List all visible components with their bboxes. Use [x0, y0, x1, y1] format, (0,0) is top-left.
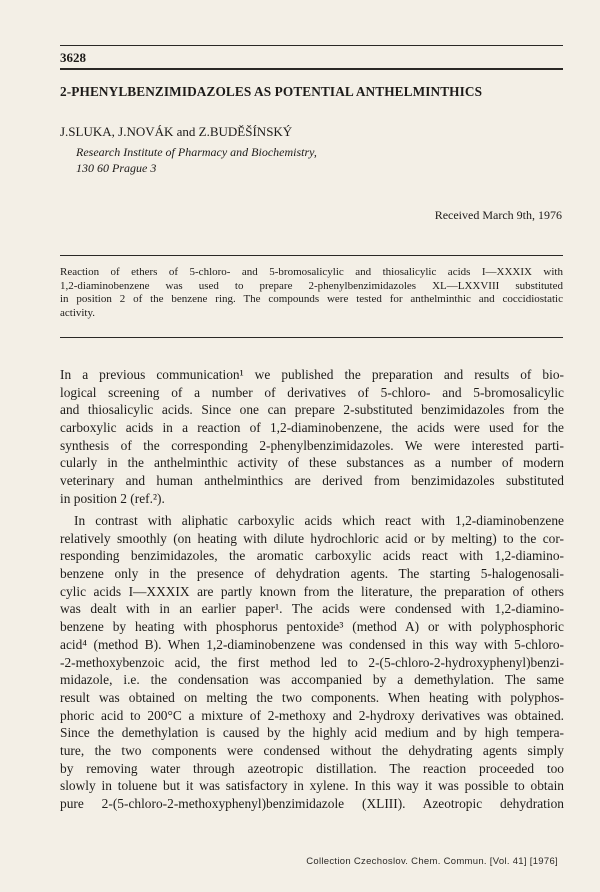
text-line: veterinary and human anthelminthics are derived from benzimidazoles substituted	[60, 473, 564, 489]
text-line: In a previous communication¹ we published the preparation and results of bio-	[60, 367, 564, 382]
text-line: by removing water through azeotropic distillation. The reaction proceeded too	[60, 760, 564, 776]
text-line: In contrast with aliphatic carboxylic acids which react with 1,2-diaminobenzene	[74, 513, 564, 528]
text-line: ture, the two components were condensed without the dehydrating agents simply	[60, 742, 564, 758]
abstract-line: in position 2 of the benzene ring. The compounds were tested for anthelminthic and coccidiostatic	[60, 293, 563, 305]
text-line: and thiosalicylic acids. Since one can prepare 2-substituted benzimidazoles from the	[60, 402, 564, 418]
abstract	[60, 266, 563, 320]
paragraph-2	[60, 512, 564, 813]
affiliation-line-2: 130 60 Prague 3	[76, 161, 157, 175]
text-line: Since the demethylation is caused by the highly acid medium and by high tempera-	[60, 725, 564, 741]
text-line: responding benzimidazoles, the aromatic carboxylic acids react with 1,2-diamino-	[60, 548, 564, 564]
text-line: carboxylic acids in a reaction of 1,2-diaminobenzene, the acids were used for the	[60, 420, 564, 436]
text-line: benzene only in the presence of dehydration agents. The starting 5-halogenosali-	[60, 566, 564, 582]
text-line: acid⁴ (method B). When 1,2-diaminobenzene was condensed in this way with 5-chloro-	[60, 636, 564, 652]
text-line: was dealt with in an earlier paper¹. The acids were condensed with 1,2-diamino-	[60, 601, 564, 617]
authors: J.SLUKA, J.NOVÁK and Z.BUDĚŠÍNSKÝ	[60, 124, 293, 139]
header-rule	[60, 68, 563, 70]
text-line: in position 2 (ref.²).	[60, 490, 165, 506]
text-line: relatively smoothly (on heating with dilute hydrochloric acid or by melting) to the cor-	[60, 530, 564, 546]
journal-footer: Collection Czechoslov. Chem. Commun. [Vol. 41] [1976]	[306, 856, 558, 867]
text-line: phoric acid to 200°C a mixture of 2-methoxy and 2-hydroxy derivatives was obtained.	[60, 707, 564, 723]
text-line: logical screening of a number of derivatives of 5-chloro- and 5-bromosalicylic	[60, 384, 564, 400]
text-line: cylic acids I—XXXIX are partly known from the literature, the preparation of others	[60, 583, 564, 599]
article-title: 2-PHENYLBENZIMIDAZOLES AS POTENTIAL ANTHELMINTHICS	[60, 84, 483, 99]
page-number: 3628	[60, 50, 86, 65]
text-line: result was obtained on melting the two components. When heating with polyphos-	[60, 689, 564, 705]
abstract-top-rule	[60, 255, 563, 256]
text-line: slowly in toluene but it was satisfactory in xylene. In this way it was possible to obtain	[60, 778, 564, 794]
text-line: -2-methoxybenzoic acid, the first method led to 2-(5-chloro-2-hydroxyphenyl)benzi-	[60, 654, 564, 670]
text-line: midazole, i.e. the condensation was accompanied by a demethylation. The same	[60, 672, 564, 688]
received-date: Received March 9th, 1976	[434, 208, 562, 222]
abstract-line: activity.	[60, 306, 96, 319]
abstract-line: 1,2-diaminobenzene was used to prepare 2-phenylbenzimidazoles XL—LXXVIII substituted	[60, 279, 563, 292]
text-line: pure 2-(5-chloro-2-methoxyphenyl)benzimidazole (XLIII). Azeotropic dehydration	[60, 796, 564, 811]
affiliation-line-1: Research Institute of Pharmacy and Biochemistry,	[76, 145, 317, 159]
text-line: benzene by heating with phosphorus pentoxide³ (method A) or with polyphosphoric	[60, 619, 564, 635]
text-line: synthesis of the corresponding 2-phenylbenzimidazoles. We were interested parti-	[60, 437, 564, 453]
abstract-bottom-rule	[60, 337, 563, 338]
abstract-line: Reaction of ethers of 5-chloro- and 5-bromosalicylic and thiosalicylic acids I—XXXIX with	[60, 266, 563, 278]
paragraph-1	[60, 366, 564, 508]
top-rule	[60, 45, 563, 46]
text-line: cularly in the anthelminthic activity of these substances as a number of modern	[60, 455, 564, 471]
